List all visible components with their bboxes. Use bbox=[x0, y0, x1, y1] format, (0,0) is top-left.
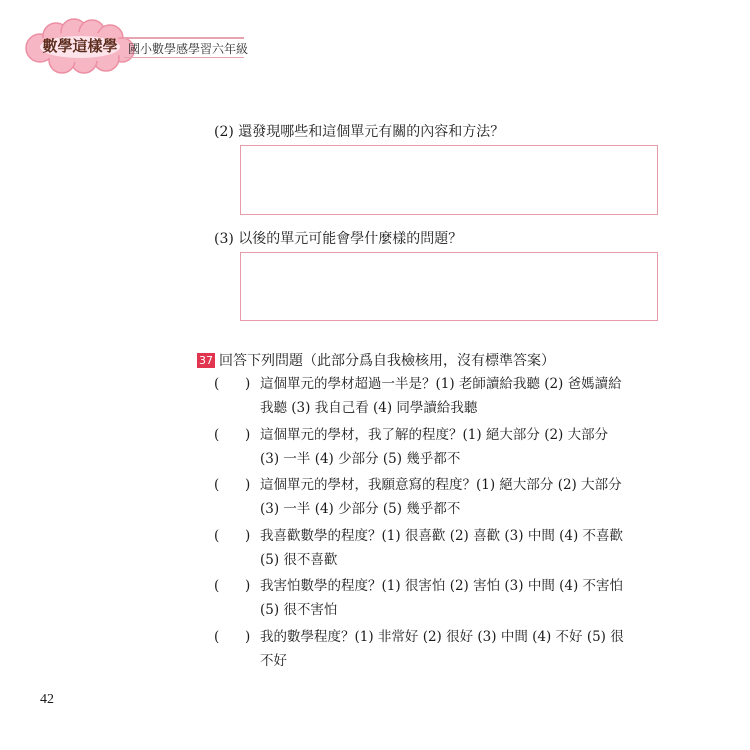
item-text-line2: (5) 很不害怕 bbox=[260, 602, 338, 618]
question-2-label: (2) 還發現哪些和這個單元有關的內容和方法？ bbox=[214, 124, 505, 140]
item-text-line1: 我的數學程度？(1) 非常好 (2) 很好 (3) 中間 (4) 不好 (5) 很 bbox=[260, 629, 624, 645]
header-underline bbox=[124, 57, 244, 58]
item-text-line1: 這個單元的學材超過一半是？(1) 老師讀給我聽 (2) 爸媽讀給 bbox=[260, 376, 622, 392]
section-title: 回答下列問題（此部分爲自我檢核用，沒有標準答案） bbox=[219, 353, 555, 369]
section-heading bbox=[197, 350, 555, 370]
answer-blank[interactable]: ( ) bbox=[214, 578, 251, 594]
page-number: 42 bbox=[40, 692, 54, 707]
page-header bbox=[0, 0, 750, 80]
item-text-line2: 不好 bbox=[260, 653, 287, 669]
item-text-line2: (5) 很不喜歡 bbox=[260, 552, 338, 568]
answer-blank[interactable]: ( ) bbox=[214, 427, 251, 443]
item-text-line1: 我喜歡數學的程度？(1) 很喜歡 (2) 喜歡 (3) 中間 (4) 不喜歡 bbox=[260, 528, 624, 544]
question-3-label: (3) 以後的單元可能會學什麼樣的問題？ bbox=[214, 231, 463, 247]
item-text-line1: 這個單元的學材，我了解的程度？(1) 絕大部分 (2) 大部分 bbox=[260, 427, 609, 443]
answer-box-question-3[interactable] bbox=[240, 252, 658, 321]
item-text-line2: (3) 一半 (4) 少部分 (5) 幾乎都不 bbox=[260, 501, 461, 517]
answer-blank[interactable]: ( ) bbox=[214, 528, 251, 544]
answer-blank[interactable]: ( ) bbox=[214, 477, 251, 493]
logo-text: 數學這樣學 bbox=[42, 37, 118, 55]
header-divider bbox=[124, 37, 244, 39]
answer-blank[interactable]: ( ) bbox=[214, 376, 251, 392]
item-text-line1: 這個單元的學材，我願意寫的程度？(1) 絕大部分 (2) 大部分 bbox=[260, 477, 622, 493]
book-logo bbox=[22, 18, 138, 74]
answer-box-question-2[interactable] bbox=[240, 145, 658, 215]
item-text-line2: 我聽 (3) 我自己看 (4) 同學讀給我聽 bbox=[260, 400, 478, 416]
answer-blank[interactable]: ( ) bbox=[214, 629, 251, 645]
section-number-badge: 37 bbox=[199, 354, 213, 367]
item-text-line2: (3) 一半 (4) 少部分 (5) 幾乎都不 bbox=[260, 451, 461, 467]
header-title: 國小數學感學習六年級 bbox=[128, 42, 249, 56]
item-text-line1: 我害怕數學的程度？(1) 很害怕 (2) 害怕 (3) 中間 (4) 不害怕 bbox=[260, 578, 624, 594]
